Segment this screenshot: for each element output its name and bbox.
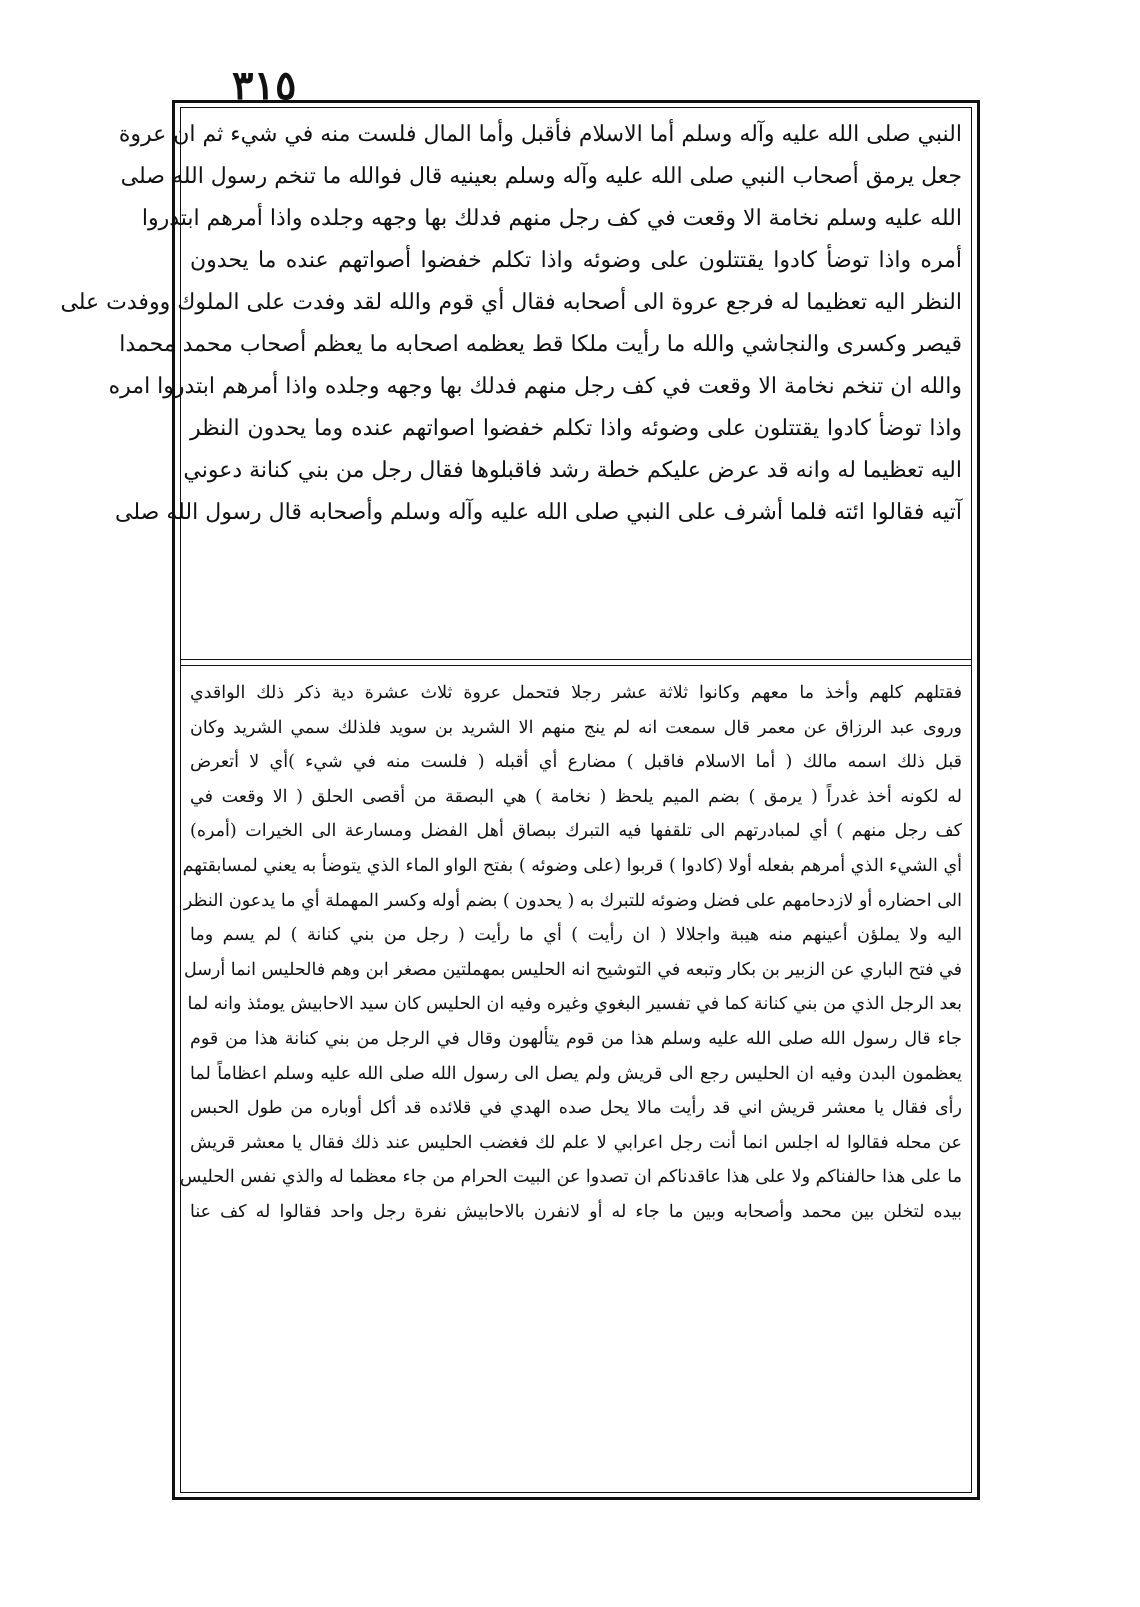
main-text xyxy=(60,114,962,534)
page-number: ٣١٥ xyxy=(232,62,297,109)
section-divider xyxy=(180,659,972,660)
commentary-line: يعظمون البدن وفيه ان الحليس رجع الى قريش ولم يصل الى رسول الله صلى الله عليه وسلم اعظاماً لما xyxy=(190,1063,962,1084)
section-divider xyxy=(180,665,972,666)
main-line: النظر اليه تعظيما له فرجع عروة الى أصحابه فقال أي قوم والله لقد وفدت على الملوك ووفدت على xyxy=(60,290,962,315)
commentary-line: جاء قال رسول الله صلى الله عليه وسلم هذا من قوم يتألهون وقال في الرجل من بني كنانة هذا من قوم xyxy=(190,1028,962,1049)
commentary-line: بيده لتخلن بين محمد وأصحابه وبين ما جاء له أو لانفرن بالاحابيش نفرة رجل واحد فقالوا له كف عنا xyxy=(190,1201,962,1222)
commentary-text xyxy=(179,676,962,1230)
commentary-line: بعد الرجل الذي من بني كنانة كما في تفسير البغوي وغيره وفيه ان الحليس كان سيد الاحابيش يومئذ وانه لما xyxy=(187,994,962,1015)
commentary-line: اليه ولا يملؤن أعينهم منه هيبة واجلالا ( ان رأيت ) أي ما رأيت ( رجل من بني كنانة ) لم يسم وما xyxy=(190,925,962,946)
commentary-line: قبل ذلك اسمه مالك ( أما الاسلام فاقبل ) مضارع أي أقبله ( فلست منه في شيء )أي لا أتعرض xyxy=(190,752,962,773)
commentary-line: له لكونه أخذ غدراً ( يرمق ) بضم الميم يلحظ ( نخامة ) هي البصقة من أقصى الحلق ( الا وقعت في xyxy=(190,786,962,807)
commentary-line: وروى عبد الرزاق عن معمر قال سمعت انه لم ينج منهم الا الشريد بن سويد فلذلك سمي الشريد وكان xyxy=(190,717,962,738)
commentary-line: كف رجل منهم ) أي لمبادرتهم الى تلقفها فيه التبرك ببصاق أهل الفضل ومسارعة الى الخيرات (أمره) xyxy=(190,821,962,842)
main-line: آتيه فقالوا ائته فلما أشرف على النبي صلى الله عليه وآله وسلم وأصحابه قال رسول الله صلى xyxy=(115,500,962,525)
commentary-line: ما على هذا حالفناكم ولا على هذا عاقدناكم ان تصدوا عن البيت الحرام من جاء معظما له والذي نفس الحليس xyxy=(179,1167,962,1188)
main-line: والله ان تنخم نخامة الا وقعت في كف رجل منهم فدلك بها وجهه وجلده واذا أمرهم ابتدروا امره xyxy=(108,374,962,399)
commentary-line: في فتح الباري عن الزبير بن بكار وتبعه في التوشيح انه الحليس بمهملتين مصغر ابن وهم فالحليس انما أرسل xyxy=(183,959,962,980)
commentary-line: رأى فقال يا معشر قريش اني قد رأيت مالا يحل صده الهدي في قلائده قد أكل أوباره من طول الحبس xyxy=(190,1098,962,1119)
main-line: قيصر وكسرى والنجاشي والله ما رأيت ملكا قط يعظمه اصحابه ما يعظم أصحاب محمد محمدا xyxy=(119,332,962,357)
commentary-line: فقتلهم كلهم وأخذ ما معهم وكانوا ثلاثة عشر رجلا فتحمل عروة ثلاث عشرة دية ذكر ذلك الواقدي xyxy=(190,683,962,703)
main-line: واذا توضأ كادوا يقتتلون على وضوئه واذا تكلم خفضوا اصواتهم عنده وما يحدون النظر xyxy=(190,416,962,441)
main-line: النبي صلى الله عليه وآله وسلم أما الاسلام فأقبل وأما المال فلست منه في شيء ثم ان عروة xyxy=(118,122,962,147)
commentary-line: الى احضاره أو لازدحامهم على فضل وضوئه للتبرك به ( يحدون ) بضم أوله وكسر المهملة أي ما يدعون النظر xyxy=(183,890,962,911)
main-line: اليه تعظيما له وانه قد عرض عليكم خطة رشد فاقبلوها فقال رجل من بني كنانة دعوني xyxy=(183,458,962,483)
commentary-line: عن محله فقالوا له اجلس انما أنت رجل اعرابي لا علم لك فغضب الحليس عند ذلك فقال يا معشر قريش xyxy=(190,1132,962,1153)
main-line: الله عليه وسلم نخامة الا وقعت في كف رجل منهم فدلك بها وجهه وجلده واذا أمرهم ابتدروا xyxy=(141,206,962,231)
main-line: جعل يرمق أصحاب النبي صلى الله عليه وآله وسلم بعينيه قال فوالله ما تنخم رسول الله صلى xyxy=(120,164,962,189)
main-line: أمره واذا توضأ كادوا يقتتلون على وضوئه واذا تكلم خفضوا أصواتهم عنده ما يحدون xyxy=(190,248,962,273)
commentary-line: أي الشيء الذي أمرهم بفعله أولا (كادوا ) قربوا (على وضوئه ) بفتح الواو الماء الذي يتوضأ به يعني لمسابقتهم xyxy=(182,855,962,876)
